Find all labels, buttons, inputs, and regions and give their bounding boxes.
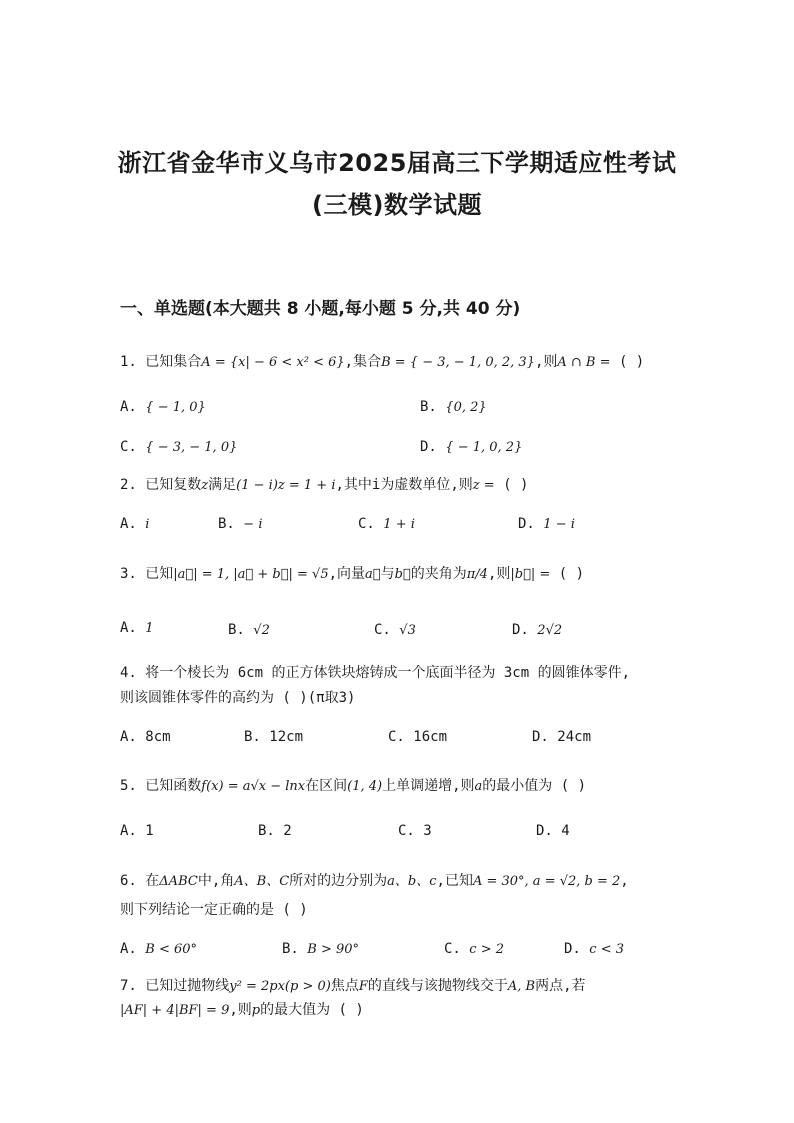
math-expression: π/4 <box>466 567 488 582</box>
option-value: 12cm <box>269 729 304 745</box>
answer-blank: ( ) <box>610 354 645 370</box>
math-expression: a <box>474 779 483 794</box>
question-text: 已知复数 <box>145 477 202 493</box>
option-value: { − 1, 0} <box>145 400 206 415</box>
option-label: B. <box>218 516 235 532</box>
question-6 <box>120 871 629 892</box>
option-label: D. <box>512 622 529 638</box>
option-value: c < 3 <box>589 942 625 957</box>
option-a <box>120 939 197 960</box>
option-d <box>564 939 624 960</box>
option-label: C. <box>398 823 415 839</box>
question-number: 3. <box>120 566 137 582</box>
option-label: B. <box>258 823 275 839</box>
answer-blank: ( ) <box>550 566 585 582</box>
option-label: C. <box>374 622 391 638</box>
option-value: i <box>145 517 150 532</box>
question-text: , <box>620 873 629 889</box>
option-value: { − 3, − 1, 0} <box>145 440 238 455</box>
option-value: 2 <box>283 823 292 839</box>
question-5 <box>120 776 586 797</box>
math-expression: A, B <box>507 979 536 994</box>
math-expression: A、B、C <box>234 874 290 889</box>
option-b <box>228 620 270 641</box>
question-text: 则下列结论一定正确的是 ( ) <box>120 902 308 918</box>
math-expression: |b⃗| = <box>510 567 551 582</box>
option-label: D. <box>564 941 581 957</box>
option-value: 8cm <box>145 729 171 745</box>
question-text: 满足 <box>208 477 237 493</box>
question-text: 的最小值为 ( ) <box>482 778 587 794</box>
math-expression: b⃗ <box>394 567 411 582</box>
option-label: B. <box>228 622 245 638</box>
option-label: C. <box>358 516 375 532</box>
option-a <box>120 727 171 747</box>
question-text: 已知 <box>145 566 174 582</box>
option-b <box>282 939 359 960</box>
question-number: 2. <box>120 477 137 493</box>
option-c <box>358 514 415 535</box>
math-expression: ΔABC <box>159 874 198 889</box>
question-text: 已知过抛物线 <box>145 978 230 994</box>
question-4-continued <box>120 688 355 708</box>
question-text: ,其中i为虚数单位,则 <box>335 477 473 493</box>
question-text: 将一个棱长为 6cm 的正方体铁块熔铸成一个底面半径为 3cm 的圆锥体零件, <box>145 665 631 681</box>
option-label: A. <box>120 620 137 636</box>
question-text: 已知函数 <box>145 778 202 794</box>
option-b <box>218 514 262 535</box>
question-number: 1. <box>120 354 137 370</box>
option-value: √2 <box>253 623 270 638</box>
option-d <box>518 514 575 535</box>
question-text: 与 <box>380 566 395 582</box>
option-c <box>444 939 504 960</box>
option-label: C. <box>388 729 405 745</box>
math-expression: |a⃗| = 1, |a⃗ + b⃗| = √5 <box>173 567 329 582</box>
option-a <box>120 514 149 535</box>
question-text: 上单调递增,则 <box>382 778 475 794</box>
option-value: 4 <box>561 823 570 839</box>
option-label: C. <box>444 941 461 957</box>
option-value: B > 90° <box>307 942 360 957</box>
math-expression: A = 30°, a = √2, b = 2 <box>472 874 621 889</box>
option-a <box>120 397 206 418</box>
question-text: ,集合 <box>344 354 382 370</box>
option-b <box>420 397 487 418</box>
option-c <box>120 437 237 458</box>
option-label: A. <box>120 823 137 839</box>
option-d <box>536 821 570 841</box>
question-text: ,则 <box>534 354 558 370</box>
option-label: D. <box>420 439 437 455</box>
math-expression: z = <box>472 478 495 493</box>
question-number: 4. <box>120 665 137 681</box>
option-label: A. <box>120 941 137 957</box>
question-text: ,向量 <box>328 566 366 582</box>
option-d <box>512 620 562 641</box>
option-value: { − 1, 0, 2} <box>445 440 523 455</box>
option-label: B. <box>244 729 261 745</box>
question-text: 的直线与该抛物线交于 <box>367 978 508 994</box>
question-text: ,已知 <box>436 873 473 889</box>
option-value: 2√2 <box>537 623 563 638</box>
option-value: {0, 2} <box>445 400 487 415</box>
option-b <box>258 821 292 841</box>
question-text: 在区间 <box>305 778 348 794</box>
question-text: 在 <box>145 873 160 889</box>
question-text: ,则 <box>487 566 511 582</box>
math-expression: y² = 2px(p > 0) <box>229 979 331 994</box>
question-7 <box>120 976 586 997</box>
math-expression: a⃗ <box>365 567 381 582</box>
question-number: 7. <box>120 978 137 994</box>
option-value: B < 60° <box>145 942 198 957</box>
question-text: 的最大值为 ( ) <box>260 1002 364 1018</box>
question-3 <box>120 564 584 585</box>
math-expression: z <box>201 478 209 493</box>
section-heading: 一、单选题(本大题共 8 小题,每小题 5 分,共 40 分) <box>120 299 521 319</box>
option-a <box>120 821 154 841</box>
option-value: 1 <box>145 823 154 839</box>
option-label: B. <box>420 399 437 415</box>
question-number: 6. <box>120 873 137 889</box>
option-value: √3 <box>399 623 416 638</box>
option-label: D. <box>536 823 553 839</box>
math-expression: f(x) = a√x − lnx <box>201 779 306 794</box>
option-label: B. <box>282 941 299 957</box>
question-text: 的夹角为 <box>410 566 467 582</box>
math-expression: (1 − i)z = 1 + i <box>236 478 336 493</box>
paper-title-line-1: 浙江省金华市义乌市2025届高三下学期适应性考试 <box>117 149 677 177</box>
question-6-continued <box>120 900 308 920</box>
option-a <box>120 618 154 639</box>
option-value: c > 2 <box>469 942 505 957</box>
option-value: 1 <box>145 621 154 636</box>
question-text: 焦点 <box>330 978 359 994</box>
question-text: 已知集合 <box>145 354 202 370</box>
question-2 <box>120 475 528 496</box>
question-4 <box>120 663 630 683</box>
question-text: 两点,若 <box>535 978 586 994</box>
question-1 <box>120 352 644 373</box>
option-c <box>388 727 447 747</box>
math-expression: p <box>251 1003 261 1018</box>
question-text: 中,角 <box>197 873 235 889</box>
question-number: 5. <box>120 778 137 794</box>
option-value: 24cm <box>557 729 592 745</box>
math-expression: F <box>358 979 368 994</box>
option-b <box>244 727 303 747</box>
option-d <box>420 437 522 458</box>
option-c <box>398 821 432 841</box>
option-value: 1 + i <box>383 517 415 532</box>
option-label: A. <box>120 399 137 415</box>
option-d <box>532 727 591 747</box>
option-value: 1 − i <box>543 517 575 532</box>
math-expression: |AF| + 4|BF| = 9 <box>120 1003 230 1018</box>
math-expression: B = { − 3, − 1, 0, 2, 3} <box>381 355 535 370</box>
question-text: ,则 <box>229 1002 252 1018</box>
option-value: − i <box>243 517 263 532</box>
question-text: 所对的边分别为 <box>289 873 388 889</box>
option-value: 16cm <box>413 729 448 745</box>
option-label: D. <box>532 729 549 745</box>
paper-title-line-2: (三模)数学试题 <box>312 191 482 219</box>
math-expression: A ∩ B = <box>557 355 611 370</box>
answer-blank: ( ) <box>494 477 529 493</box>
option-value: 3 <box>423 823 432 839</box>
math-expression: A = {x| − 6 < x² < 6} <box>201 355 345 370</box>
option-label: D. <box>518 516 535 532</box>
option-c <box>374 620 416 641</box>
math-expression: (1, 4) <box>347 779 383 794</box>
option-label: A. <box>120 729 137 745</box>
option-label: A. <box>120 516 137 532</box>
math-expression: a、b、c <box>387 874 437 889</box>
option-label: C. <box>120 439 137 455</box>
question-7-continued <box>120 1000 364 1021</box>
question-text: 则该圆锥体零件的高约为 ( )(π取3) <box>120 690 356 706</box>
